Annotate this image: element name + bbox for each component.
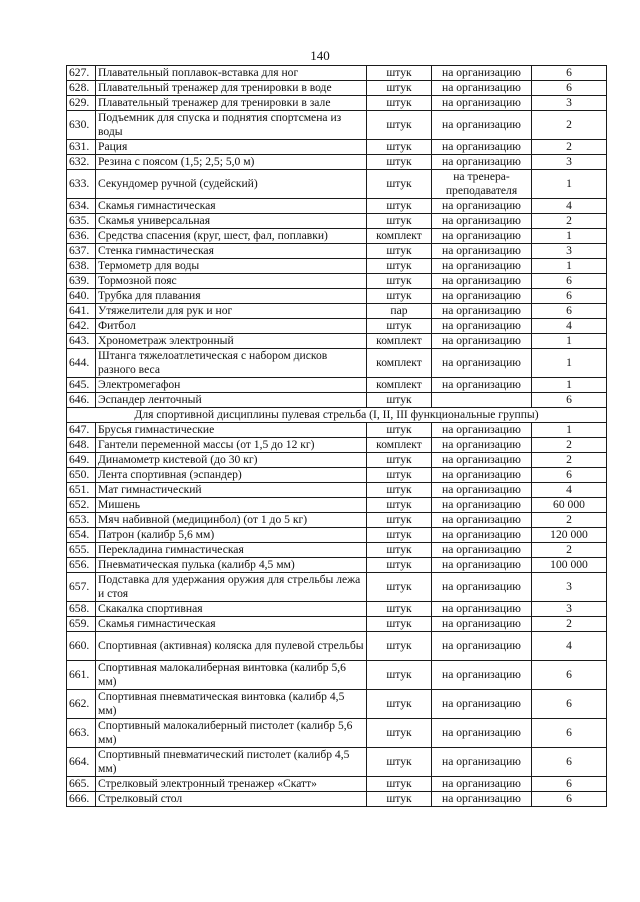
item-allocation (432, 393, 532, 408)
item-name: Фитбол (96, 319, 367, 334)
item-quantity: 4 (532, 199, 607, 214)
item-quantity: 2 (532, 214, 607, 229)
row-number: 645. (67, 378, 96, 393)
row-number: 638. (67, 259, 96, 274)
table-row (67, 792, 607, 807)
item-quantity: 6 (532, 274, 607, 289)
item-unit: штук (367, 319, 432, 334)
table-row (67, 155, 607, 170)
item-unit: штук (367, 661, 432, 690)
row-number: 634. (67, 199, 96, 214)
item-allocation: на организацию (432, 378, 532, 393)
row-number: 643. (67, 334, 96, 349)
item-name: Средства спасения (круг, шест, фал, поплавки) (96, 229, 367, 244)
item-name: Подъемник для спуска и поднятия спортсмена из воды (96, 111, 367, 140)
table-row (67, 170, 607, 199)
item-name: Эспандер ленточный (96, 393, 367, 408)
item-unit: штук (367, 155, 432, 170)
item-unit: штук (367, 199, 432, 214)
item-name: Хронометраж электронный (96, 334, 367, 349)
row-number: 639. (67, 274, 96, 289)
item-name: Динамометр кистевой (до 30 кг) (96, 453, 367, 468)
item-name: Спортивная (активная) коляска для пулевой стрельбы (96, 632, 367, 661)
table-row (67, 438, 607, 453)
item-name: Тормозной пояс (96, 274, 367, 289)
item-quantity: 6 (532, 748, 607, 777)
item-unit: пар (367, 304, 432, 319)
item-allocation: на организацию (432, 528, 532, 543)
table-row (67, 573, 607, 602)
item-name: Рация (96, 140, 367, 155)
table-row (67, 319, 607, 334)
table-row (67, 468, 607, 483)
item-quantity: 3 (532, 96, 607, 111)
item-name: Термометр для воды (96, 259, 367, 274)
item-quantity: 1 (532, 334, 607, 349)
item-name: Секундомер ручной (судейский) (96, 170, 367, 199)
item-unit: штук (367, 96, 432, 111)
table-row (67, 140, 607, 155)
item-allocation: на организацию (432, 453, 532, 468)
item-unit: штук (367, 289, 432, 304)
item-name: Плавательный тренажер для тренировки в зале (96, 96, 367, 111)
table-row (67, 690, 607, 719)
table-row (67, 378, 607, 393)
item-unit: штук (367, 617, 432, 632)
item-name: Стрелковый стол (96, 792, 367, 807)
item-allocation: на организацию (432, 304, 532, 319)
item-quantity: 120 000 (532, 528, 607, 543)
item-allocation: на организацию (432, 140, 532, 155)
row-number: 646. (67, 393, 96, 408)
row-number: 644. (67, 349, 96, 378)
row-number: 663. (67, 719, 96, 748)
table-row (67, 558, 607, 573)
table-body-bottom (67, 423, 607, 807)
item-unit: штук (367, 602, 432, 617)
item-quantity: 6 (532, 304, 607, 319)
item-quantity: 4 (532, 319, 607, 334)
item-unit: штук (367, 81, 432, 96)
item-name: Подставка для удержания оружия для стрельбы лежа и стоя (96, 573, 367, 602)
item-quantity: 3 (532, 155, 607, 170)
table-row (67, 617, 607, 632)
item-quantity: 1 (532, 423, 607, 438)
item-quantity: 3 (532, 602, 607, 617)
item-allocation: на организацию (432, 349, 532, 378)
table-row (67, 719, 607, 748)
item-quantity: 3 (532, 244, 607, 259)
section-heading-row (67, 408, 607, 423)
table-body-top (67, 66, 607, 408)
table-row (67, 259, 607, 274)
item-name: Пневматическая пулька (калибр 4,5 мм) (96, 558, 367, 573)
item-unit: штук (367, 573, 432, 602)
item-unit: комплект (367, 378, 432, 393)
item-unit: штук (367, 140, 432, 155)
row-number: 660. (67, 632, 96, 661)
row-number: 631. (67, 140, 96, 155)
item-allocation: на организацию (432, 483, 532, 498)
item-name: Резина с поясом (1,5; 2,5; 5,0 м) (96, 155, 367, 170)
item-allocation: на организацию (432, 498, 532, 513)
table-row (67, 498, 607, 513)
item-allocation: на тренера-преподавателя (432, 170, 532, 199)
row-number: 657. (67, 573, 96, 602)
item-unit: штук (367, 483, 432, 498)
item-quantity: 6 (532, 81, 607, 96)
item-name: Мат гимнастический (96, 483, 367, 498)
table-row (67, 96, 607, 111)
item-quantity: 6 (532, 719, 607, 748)
item-name: Плавательный поплавок-вставка для ног (96, 66, 367, 81)
item-name: Утяжелители для рук и ног (96, 304, 367, 319)
item-allocation: на организацию (432, 558, 532, 573)
table-row (67, 661, 607, 690)
item-quantity: 100 000 (532, 558, 607, 573)
item-unit: штук (367, 690, 432, 719)
item-unit: штук (367, 528, 432, 543)
table-row (67, 304, 607, 319)
item-quantity: 3 (532, 573, 607, 602)
item-quantity: 1 (532, 378, 607, 393)
row-number: 658. (67, 602, 96, 617)
page-number: 140 (310, 48, 330, 63)
item-unit: комплект (367, 334, 432, 349)
item-unit: штук (367, 748, 432, 777)
table-row (67, 289, 607, 304)
item-quantity: 2 (532, 617, 607, 632)
table-row (67, 632, 607, 661)
row-number: 656. (67, 558, 96, 573)
item-unit: штук (367, 453, 432, 468)
item-unit: штук (367, 423, 432, 438)
table-row (67, 513, 607, 528)
item-quantity: 1 (532, 170, 607, 199)
item-unit: штук (367, 393, 432, 408)
item-allocation: на организацию (432, 438, 532, 453)
item-unit: штук (367, 170, 432, 199)
item-unit: штук (367, 632, 432, 661)
row-number: 659. (67, 617, 96, 632)
row-number: 654. (67, 528, 96, 543)
table-row (67, 81, 607, 96)
item-unit: штук (367, 543, 432, 558)
item-unit: штук (367, 792, 432, 807)
item-quantity: 2 (532, 513, 607, 528)
item-unit: штук (367, 259, 432, 274)
table-row (67, 111, 607, 140)
row-number: 636. (67, 229, 96, 244)
equipment-table (66, 65, 607, 807)
item-allocation: на организацию (432, 214, 532, 229)
row-number: 632. (67, 155, 96, 170)
row-number: 665. (67, 777, 96, 792)
item-unit: штук (367, 244, 432, 259)
item-name: Скамья универсальная (96, 214, 367, 229)
item-name: Скамья гимнастическая (96, 617, 367, 632)
table-row (67, 602, 607, 617)
row-number: 637. (67, 244, 96, 259)
item-quantity: 6 (532, 66, 607, 81)
item-name: Мяч набивной (медицинбол) (от 1 до 5 кг) (96, 513, 367, 528)
item-allocation: на организацию (432, 155, 532, 170)
item-quantity: 2 (532, 140, 607, 155)
item-allocation: на организацию (432, 690, 532, 719)
item-name: Стенка гимнастическая (96, 244, 367, 259)
item-quantity: 1 (532, 229, 607, 244)
row-number: 635. (67, 214, 96, 229)
item-name: Гантели переменной массы (от 1,5 до 12 кг) (96, 438, 367, 453)
item-allocation: на организацию (432, 792, 532, 807)
item-allocation: на организацию (432, 632, 532, 661)
table-row (67, 349, 607, 378)
item-name: Плавательный тренажер для тренировки в воде (96, 81, 367, 96)
item-unit: комплект (367, 349, 432, 378)
item-allocation: на организацию (432, 319, 532, 334)
row-number: 633. (67, 170, 96, 199)
item-name: Лента спортивная (эспандер) (96, 468, 367, 483)
item-unit: штук (367, 468, 432, 483)
item-unit: штук (367, 274, 432, 289)
table-row (67, 334, 607, 349)
item-name: Патрон (калибр 5,6 мм) (96, 528, 367, 543)
item-quantity: 2 (532, 111, 607, 140)
item-unit: штук (367, 498, 432, 513)
item-allocation: на организацию (432, 244, 532, 259)
item-name: Перекладина гимнастическая (96, 543, 367, 558)
item-name: Спортивный пневматический пистолет (калибр 4,5 мм) (96, 748, 367, 777)
item-quantity: 6 (532, 661, 607, 690)
item-quantity: 4 (532, 483, 607, 498)
item-allocation: на организацию (432, 259, 532, 274)
item-name: Стрелковый электронный тренажер «Скатт» (96, 777, 367, 792)
item-quantity: 6 (532, 690, 607, 719)
item-quantity: 60 000 (532, 498, 607, 513)
item-quantity: 2 (532, 453, 607, 468)
item-unit: штук (367, 558, 432, 573)
table-row (67, 453, 607, 468)
item-allocation: на организацию (432, 748, 532, 777)
item-allocation: на организацию (432, 602, 532, 617)
item-allocation: на организацию (432, 274, 532, 289)
row-number: 666. (67, 792, 96, 807)
row-number: 662. (67, 690, 96, 719)
item-quantity: 1 (532, 259, 607, 274)
table-row (67, 229, 607, 244)
row-number: 647. (67, 423, 96, 438)
item-allocation: на организацию (432, 81, 532, 96)
table-row (67, 199, 607, 214)
row-number: 627. (67, 66, 96, 81)
item-allocation: на организацию (432, 96, 532, 111)
table-row (67, 748, 607, 777)
table-row (67, 777, 607, 792)
row-number: 655. (67, 543, 96, 558)
row-number: 652. (67, 498, 96, 513)
item-quantity: 6 (532, 777, 607, 792)
item-quantity: 2 (532, 543, 607, 558)
item-name: Скамья гимнастическая (96, 199, 367, 214)
item-name: Мишень (96, 498, 367, 513)
table-row (67, 244, 607, 259)
row-number: 640. (67, 289, 96, 304)
item-unit: штук (367, 719, 432, 748)
item-unit: комплект (367, 229, 432, 244)
item-name: Брусья гимнастические (96, 423, 367, 438)
table-row (67, 543, 607, 558)
row-number: 661. (67, 661, 96, 690)
item-allocation: на организацию (432, 334, 532, 349)
row-number: 649. (67, 453, 96, 468)
item-allocation: на организацию (432, 229, 532, 244)
row-number: 629. (67, 96, 96, 111)
item-name: Спортивная пневматическая винтовка (калибр 4,5 мм) (96, 690, 367, 719)
table-row (67, 214, 607, 229)
table-row (67, 274, 607, 289)
item-allocation: на организацию (432, 289, 532, 304)
item-name: Электромегафон (96, 378, 367, 393)
item-allocation: на организацию (432, 543, 532, 558)
item-quantity: 2 (532, 438, 607, 453)
row-number: 641. (67, 304, 96, 319)
item-allocation: на организацию (432, 617, 532, 632)
row-number: 650. (67, 468, 96, 483)
item-quantity: 6 (532, 393, 607, 408)
section-heading: Для спортивной дисциплины пулевая стрельба (I, II, III функциональные группы) (67, 408, 607, 423)
item-allocation: на организацию (432, 573, 532, 602)
table-row (67, 66, 607, 81)
item-allocation: на организацию (432, 719, 532, 748)
item-quantity: 1 (532, 349, 607, 378)
item-allocation: на организацию (432, 423, 532, 438)
item-quantity: 4 (532, 632, 607, 661)
item-allocation: на организацию (432, 66, 532, 81)
table-row (67, 483, 607, 498)
item-quantity: 6 (532, 468, 607, 483)
item-quantity: 6 (532, 289, 607, 304)
row-number: 642. (67, 319, 96, 334)
item-name: Штанга тяжелоатлетическая с набором дисков разного веса (96, 349, 367, 378)
item-allocation: на организацию (432, 513, 532, 528)
item-unit: штук (367, 111, 432, 140)
item-name: Спортивная малокалиберная винтовка (калибр 5,6 мм) (96, 661, 367, 690)
row-number: 628. (67, 81, 96, 96)
item-name: Спортивный малокалиберный пистолет (калибр 5,6 мм) (96, 719, 367, 748)
item-allocation: на организацию (432, 661, 532, 690)
item-unit: комплект (367, 438, 432, 453)
table-row (67, 423, 607, 438)
item-unit: штук (367, 66, 432, 81)
item-allocation: на организацию (432, 111, 532, 140)
row-number: 664. (67, 748, 96, 777)
row-number: 651. (67, 483, 96, 498)
item-unit: штук (367, 214, 432, 229)
row-number: 648. (67, 438, 96, 453)
row-number: 630. (67, 111, 96, 140)
item-allocation: на организацию (432, 468, 532, 483)
section-body (67, 408, 607, 423)
row-number: 653. (67, 513, 96, 528)
item-quantity: 6 (532, 792, 607, 807)
item-unit: штук (367, 777, 432, 792)
table-row (67, 393, 607, 408)
item-unit: штук (367, 513, 432, 528)
item-allocation: на организацию (432, 777, 532, 792)
item-allocation: на организацию (432, 199, 532, 214)
table-row (67, 528, 607, 543)
item-name: Скакалка спортивная (96, 602, 367, 617)
item-name: Трубка для плавания (96, 289, 367, 304)
